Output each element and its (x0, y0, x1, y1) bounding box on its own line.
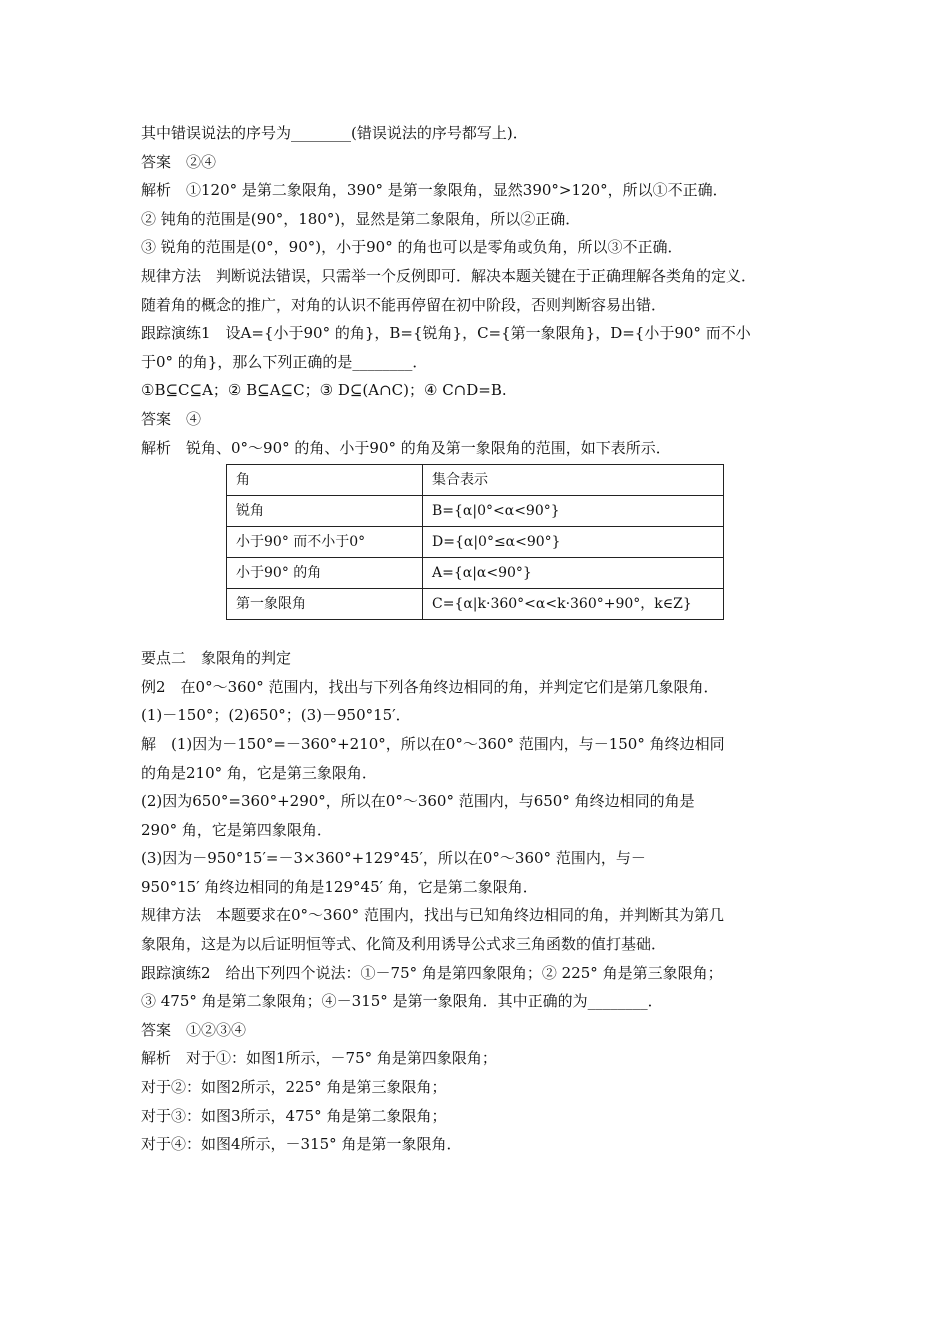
text-line: ③ 475° 角是第二象限角；④－315° 是第一象限角．其中正确的为________． (141, 992, 663, 1011)
text-line: 跟踪演练2 给出下列四个说法：①－75° 角是第四象限角；② 225° 角是第三象限角； (141, 963, 723, 982)
table-cell-angle: 锐角 (227, 496, 423, 527)
section-heading: 要点二 象限角的判定 (141, 649, 292, 668)
text-line: 解析 ①120° 是第二象限角，390° 是第一象限角，显然390°>120°，所以①不正确． (141, 181, 728, 200)
table-row (227, 527, 724, 558)
text-line: 其中错误说法的序号为________(错误说法的序号都写上)． (141, 124, 528, 142)
text-line: 290° 角，它是第四象限角． (141, 820, 332, 839)
table-cell-angle: 小于90° 的角 (227, 558, 423, 589)
text-line: 答案 ①②③④ (141, 1020, 247, 1039)
text-line: 例2 在0°～360° 范围内，找出与下列各角终边相同的角，并判定它们是第几象限角． (141, 677, 719, 696)
text-line: 解析 对于①：如图1所示，－75° 角是第四象限角； (141, 1049, 497, 1068)
text-line: 规律方法 本题要求在0°～360° 范围内，找出与已知角终边相同的角，并判断其为第几 (141, 906, 724, 925)
document-body (141, 119, 841, 1159)
table-cell-set: A={α|α<90°} (423, 558, 724, 589)
table-header-row (227, 465, 724, 496)
text-line: 答案 ②④ (141, 152, 217, 171)
text-line: 跟踪演练1 设A={小于90° 的角}，B={锐角}，C={第一象限角}，D={小于90° 而不小 (141, 324, 751, 343)
text-line: 象限角，这是为以后证明恒等式、化简及利用诱导公式求三角函数的值打基础． (141, 935, 667, 954)
text-line: 解析 锐角、0°～90° 的角、小于90° 的角及第一象限角的范围，如下表所示． (141, 438, 671, 457)
text-line: 950°15′ 角终边相同的角是129°45′ 角，它是第二象限角． (141, 877, 538, 896)
text-line: (3)因为－950°15′=－3×360°+129°45′，所以在0°～360° 范围内，与－ (141, 849, 646, 868)
table-cell-angle: 第一象限角 (227, 589, 423, 620)
text-line: 规律方法 判断说法错误，只需举一个反例即可．解决本题关键在于正确理解各类角的定义． (141, 266, 757, 285)
text-line: ③ 锐角的范围是(0°，90°)，小于90° 的角也可以是零角或负角，所以③不正确． (141, 238, 683, 257)
table-cell-set: D={α|0°≤α<90°} (423, 527, 724, 558)
text-line: 对于②：如图2所示，225° 角是第三象限角； (141, 1078, 447, 1097)
table-cell-set: B={α|0°<α<90°} (423, 496, 724, 527)
table-header-cell: 角 (227, 465, 423, 496)
table-row (227, 496, 724, 527)
text-line: (1)－150°；(2)650°；(3)－950°15′． (141, 706, 411, 725)
text-line: 随着角的概念的推广，对角的认识不能再停留在初中阶段，否则判断容易出错． (141, 295, 667, 314)
text-line: 答案 ④ (141, 409, 202, 428)
text-line: ② 钝角的范围是(90°，180°)，显然是第二象限角，所以②正确． (141, 209, 581, 228)
text-line: (2)因为650°=360°+290°，所以在0°～360° 范围内，与650° 角终边相同的角是 (141, 792, 695, 811)
text-line: 解 (1)因为－150°=－360°+210°，所以在0°～360° 范围内，与－150° 角终边相同 (141, 734, 725, 753)
spacer (141, 624, 841, 644)
text-line: 的角是210° 角，它是第三象限角． (141, 763, 377, 782)
table-row (227, 589, 724, 620)
table-row (227, 558, 724, 589)
table-cell-set: C={α|k·360°<α<k·360°+90°，k∈Z} (423, 589, 724, 620)
angle-set-table (226, 464, 724, 620)
table-header-cell: 集合表示 (423, 465, 724, 496)
text-line: 于0° 的角}，那么下列正确的是________． (141, 352, 428, 371)
text-line: 对于④：如图4所示，－315° 角是第一象限角． (141, 1135, 462, 1154)
table-cell-angle: 小于90° 而不小于0° (227, 527, 423, 558)
text-line: ①B⊆C⊆A；② B⊆A⊆C；③ D⊆(A∩C)；④ C∩D=B. (141, 381, 507, 400)
text-line: 对于③：如图3所示，475° 角是第二象限角； (141, 1106, 447, 1125)
